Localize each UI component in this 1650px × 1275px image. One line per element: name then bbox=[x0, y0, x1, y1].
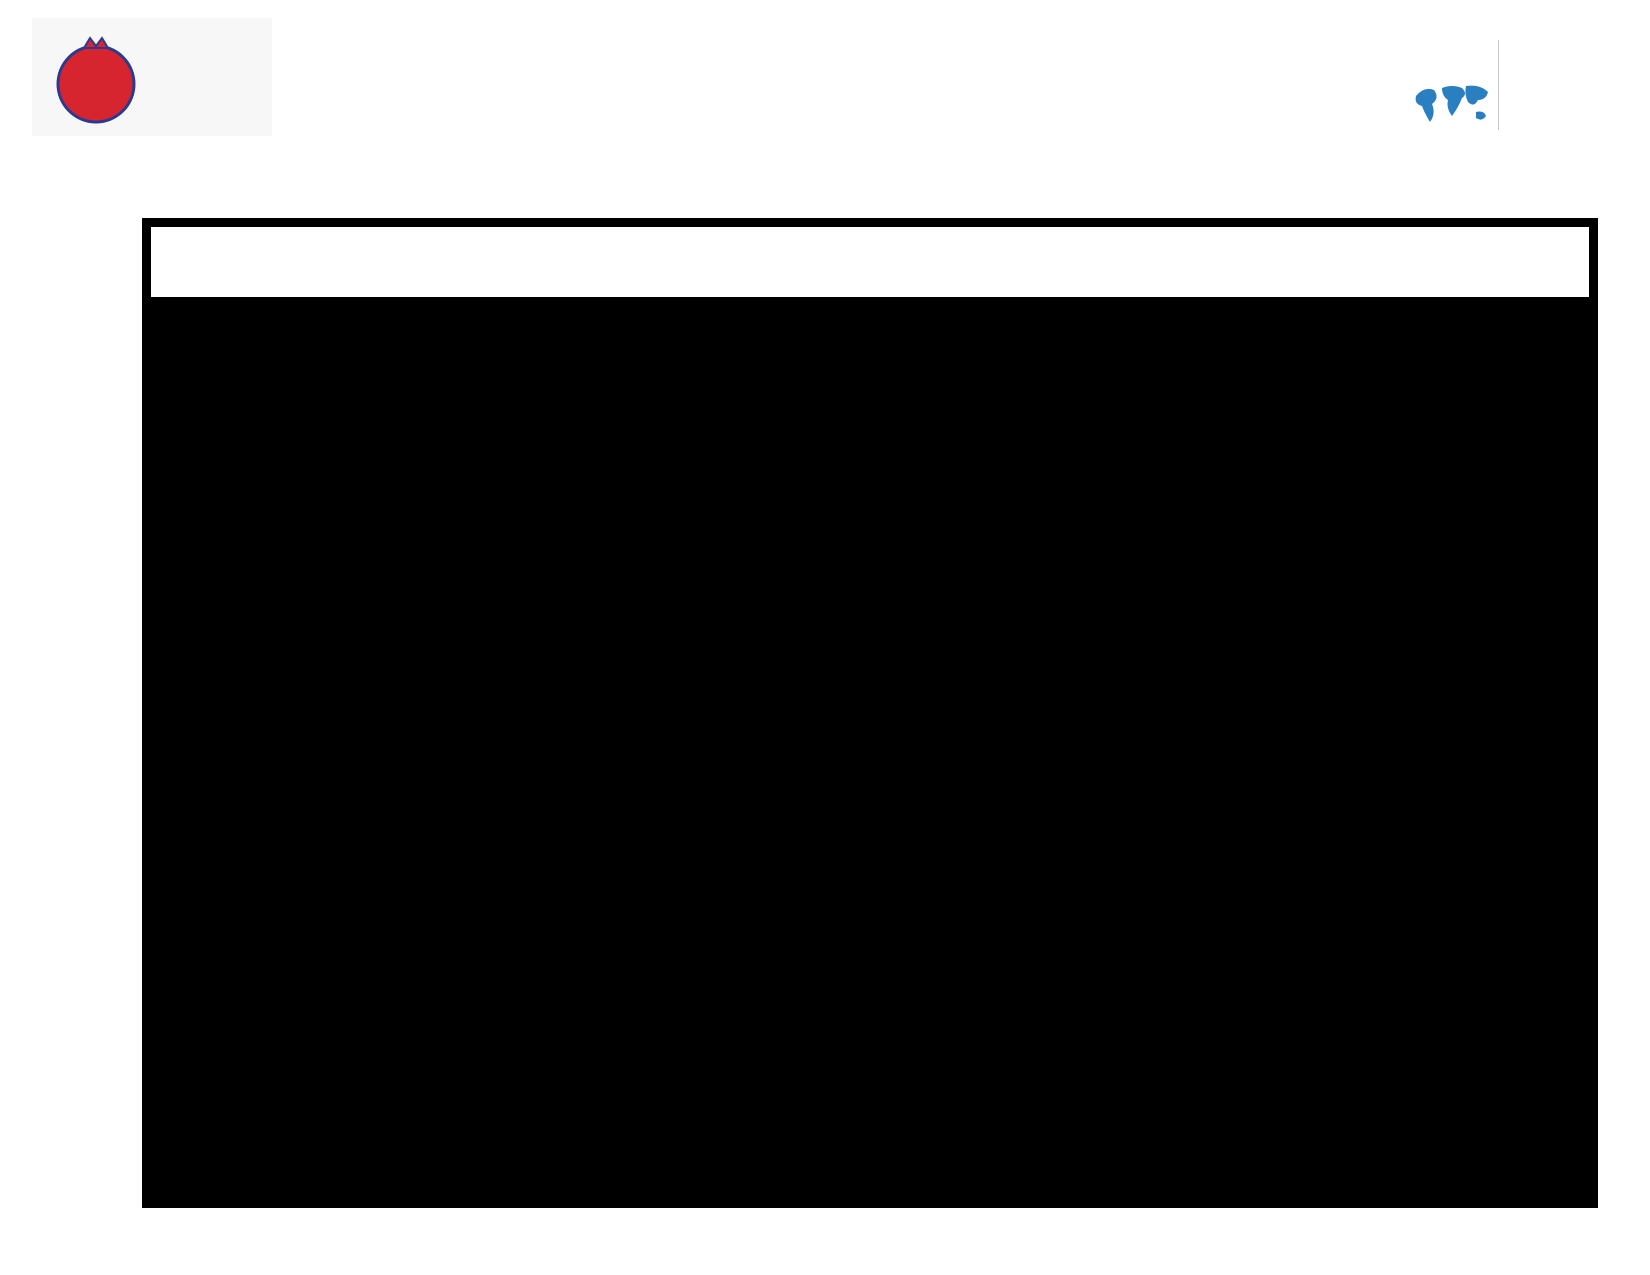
pomegranate-icon bbox=[50, 34, 146, 124]
period-header bbox=[149, 225, 1591, 299]
aefe-logo bbox=[1410, 38, 1620, 133]
price-table bbox=[142, 218, 1598, 1208]
world-map-icon bbox=[1412, 78, 1492, 128]
logo-divider bbox=[1498, 40, 1499, 130]
school-logo bbox=[32, 18, 272, 136]
